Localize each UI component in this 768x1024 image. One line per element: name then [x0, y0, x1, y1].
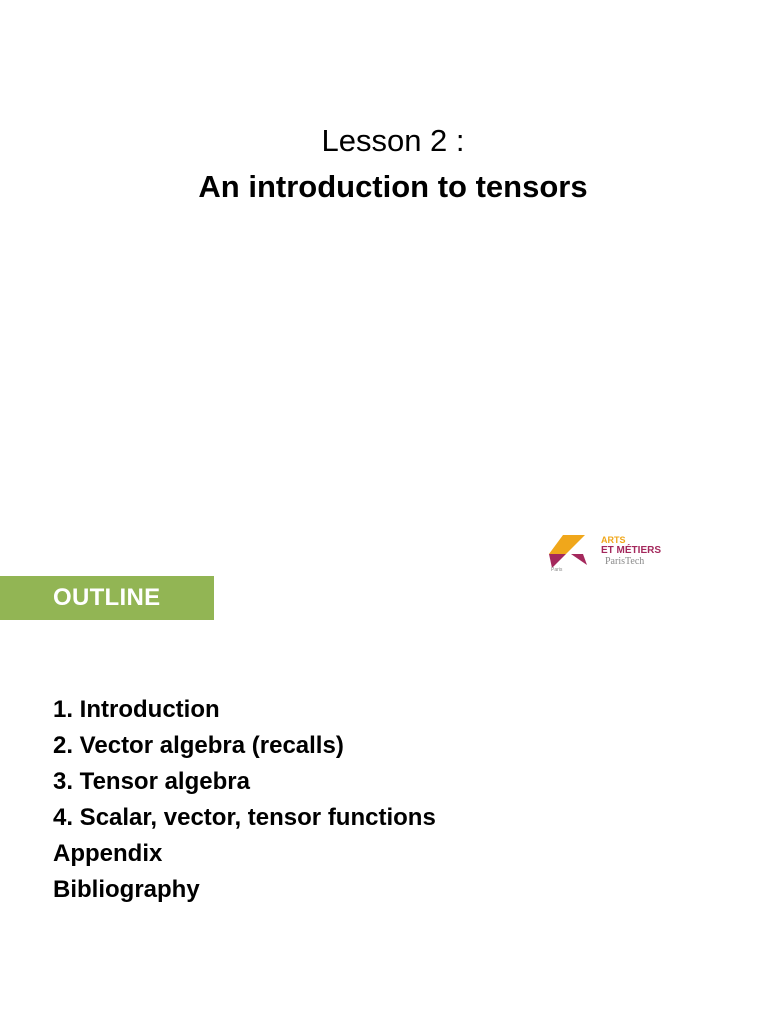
lesson-subtitle: An introduction to tensors [198, 169, 588, 204]
toc-item-introduction: 1. Introduction [53, 696, 220, 723]
toc-item-functions: 4. Scalar, vector, tensor functions [53, 804, 436, 831]
logo-text-campus: Paris [551, 567, 563, 573]
toc-item-appendix: Appendix [53, 840, 163, 867]
outline-label: OUTLINE [53, 584, 161, 611]
outline-header-bar [0, 576, 214, 620]
arts-et-metiers-logo-mark [549, 535, 601, 569]
logo-text-et-metiers: ET MÉTIERS [601, 545, 662, 556]
lesson-title: Lesson 2 : [321, 123, 465, 158]
toc-item-tensor-algebra: 3. Tensor algebra [53, 768, 250, 795]
slide-title-block [0, 118, 768, 210]
logo-text-paristech: ParisTech [605, 556, 645, 567]
toc-item-vector-algebra: 2. Vector algebra (recalls) [53, 732, 344, 759]
logo-text-arts: ARTS [601, 535, 626, 545]
arts-et-metiers-logo [549, 535, 667, 575]
toc-item-bibliography: Bibliography [53, 876, 200, 903]
table-of-contents [53, 692, 436, 908]
